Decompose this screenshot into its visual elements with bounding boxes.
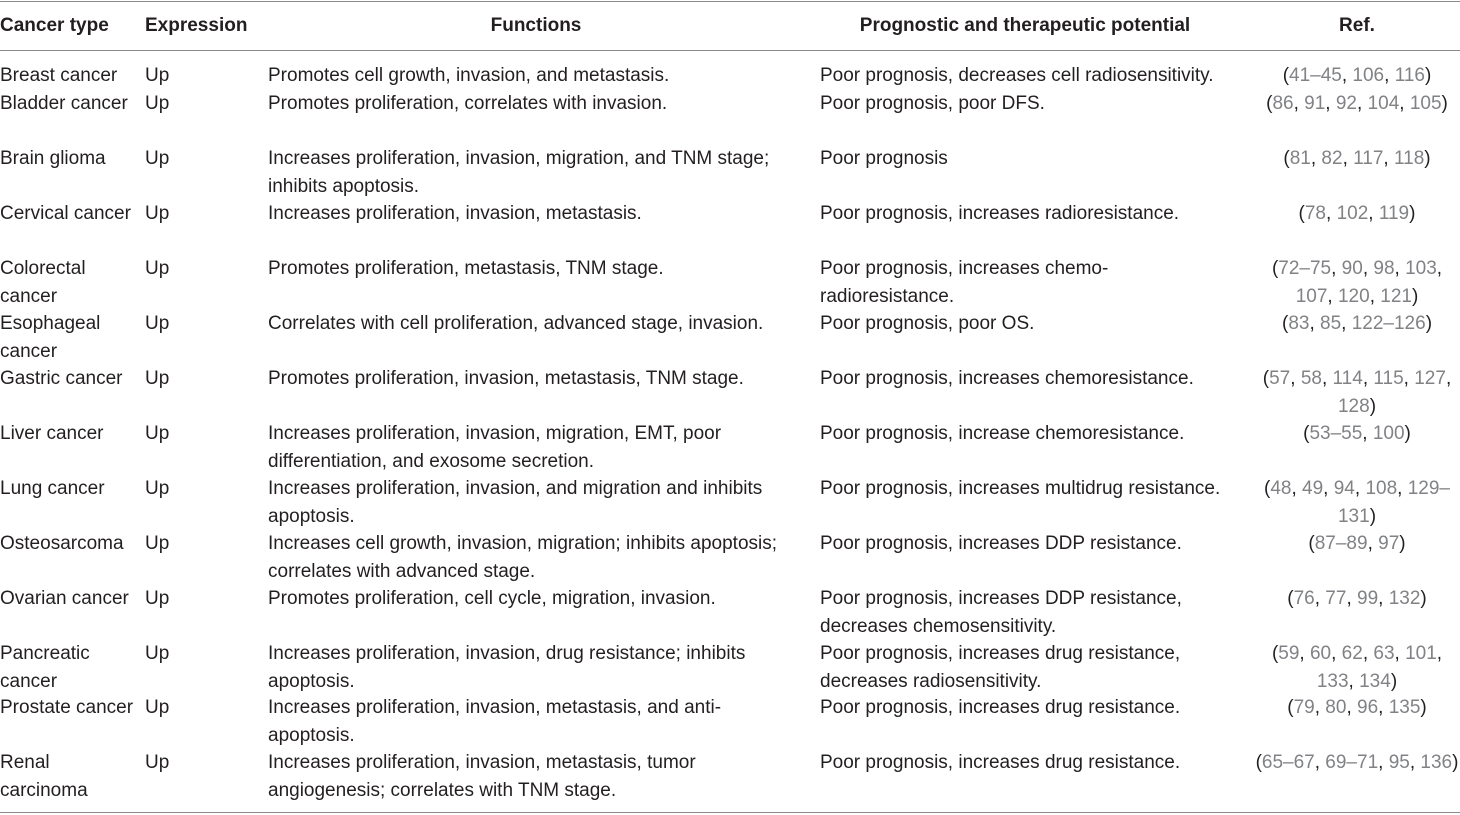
reference-link[interactable]: 118 bbox=[1393, 148, 1425, 169]
reference-link[interactable]: 132 bbox=[1388, 588, 1421, 609]
cancer-type-cell: Renal carcinoma bbox=[0, 752, 88, 801]
cancer-type-cell: Esophageal cancer bbox=[0, 313, 101, 362]
header-expression: Expression bbox=[145, 15, 248, 36]
prognostic-cell: Poor prognosis, increases DDP resistance. bbox=[820, 533, 1182, 554]
reference-link[interactable]: 57 bbox=[1269, 368, 1291, 389]
cancer-type-cell: Lung cancer bbox=[0, 478, 105, 499]
expression-cell: Up bbox=[145, 752, 170, 773]
cancer-type-cell: Breast cancer bbox=[0, 65, 118, 86]
reference-link[interactable]: 81 bbox=[1289, 148, 1311, 169]
prognostic-cell: Poor prognosis, increases chemo-radioresistance. bbox=[820, 258, 1109, 307]
reference-link[interactable]: 62 bbox=[1341, 643, 1363, 664]
ref-cell: (87–89, 97) bbox=[1308, 533, 1406, 554]
functions-cell: Promotes proliferation, invasion, metastasis, TNM stage. bbox=[268, 368, 744, 389]
header-cancer-type: Cancer type bbox=[0, 15, 109, 36]
reference-link[interactable]: 87–89 bbox=[1314, 533, 1368, 554]
expression-cell: Up bbox=[145, 203, 170, 224]
reference-link[interactable]: 69–71 bbox=[1325, 752, 1379, 773]
reference-link[interactable]: 104 bbox=[1367, 93, 1400, 114]
reference-link[interactable]: 91 bbox=[1304, 93, 1326, 114]
cancer-type-cell: Gastric cancer bbox=[0, 368, 123, 389]
ref-cell: (65–67, 69–71, 95, 136) bbox=[1255, 752, 1459, 773]
cancer-type-cell: Colorectal cancer bbox=[0, 258, 86, 307]
ref-cell: (81, 82, 117, 118) bbox=[1283, 148, 1431, 169]
header-functions: Functions bbox=[490, 15, 582, 36]
expression-cell: Up bbox=[145, 368, 170, 389]
prognostic-cell: Poor prognosis, decreases cell radiosensitivity. bbox=[820, 65, 1214, 86]
reference-link[interactable]: 134 bbox=[1359, 670, 1391, 692]
cancer-type-cell: Osteosarcoma bbox=[0, 533, 124, 554]
reference-link[interactable]: 58 bbox=[1300, 368, 1322, 389]
cancer-type-cell: Brain glioma bbox=[0, 148, 106, 169]
prognostic-cell: Poor prognosis bbox=[820, 148, 948, 169]
reference-link[interactable]: 115 bbox=[1373, 368, 1404, 389]
reference-link[interactable]: 82 bbox=[1321, 148, 1343, 169]
cancer-type-cell: Bladder cancer bbox=[0, 93, 128, 114]
bottom-rule bbox=[0, 812, 1460, 813]
reference-link[interactable]: 122–126 bbox=[1351, 313, 1426, 334]
reference-link[interactable]: 117 bbox=[1353, 148, 1384, 169]
expression-cell: Up bbox=[145, 643, 170, 664]
expression-cell: Up bbox=[145, 93, 170, 114]
functions-cell: Promotes cell growth, invasion, and metastasis. bbox=[268, 65, 670, 86]
functions-cell: Increases proliferation, invasion, metastasis. bbox=[268, 203, 642, 224]
expression-cell: Up bbox=[145, 65, 170, 86]
cancer-type-cell: Cervical cancer bbox=[0, 203, 131, 224]
ref-cell: (41–45, 106, 116) bbox=[1282, 65, 1432, 86]
reference-link[interactable]: 121 bbox=[1380, 285, 1412, 307]
ref-cell: (59, 60, 62, 63, 101, 133, 134) bbox=[1271, 643, 1443, 692]
expression-cell: Up bbox=[145, 533, 170, 554]
reference-link[interactable]: 128 bbox=[1337, 395, 1370, 417]
reference-link[interactable]: 100 bbox=[1372, 423, 1405, 444]
reference-link[interactable]: 102 bbox=[1336, 203, 1369, 224]
reference-link[interactable]: 120 bbox=[1337, 285, 1370, 307]
reference-link[interactable]: 80 bbox=[1325, 697, 1347, 718]
cancer-type-cell: Liver cancer bbox=[0, 423, 104, 444]
reference-link[interactable]: 79 bbox=[1293, 697, 1315, 718]
reference-link[interactable]: 133 bbox=[1316, 670, 1349, 692]
cancer-type-cell: Ovarian cancer bbox=[0, 588, 129, 609]
reference-link[interactable]: 48 bbox=[1270, 478, 1292, 499]
reference-link[interactable]: 105 bbox=[1409, 93, 1442, 114]
reference-link[interactable]: 92 bbox=[1335, 93, 1357, 114]
ref-cell: (83, 85, 122–126) bbox=[1281, 313, 1433, 334]
reference-link[interactable]: 60 bbox=[1309, 643, 1332, 664]
reference-link[interactable]: 98 bbox=[1373, 258, 1395, 279]
functions-cell: Increases proliferation, invasion, and migration and inhibits apoptosis. bbox=[268, 478, 763, 527]
reference-link[interactable]: 53–55 bbox=[1309, 423, 1363, 444]
functions-cell: Increases proliferation, invasion, migration, and TNM stage; inhibits apoptosis. bbox=[268, 148, 770, 197]
prognostic-cell: Poor prognosis, poor DFS. bbox=[820, 93, 1045, 114]
ref-cell: (79, 80, 96, 135) bbox=[1287, 697, 1427, 718]
reference-link[interactable]: 90 bbox=[1341, 258, 1363, 279]
ref-cell: (48, 49, 94, 108, 129–131) bbox=[1264, 478, 1450, 527]
reference-link[interactable]: 114 bbox=[1332, 368, 1363, 389]
ref-cell: (53–55, 100) bbox=[1303, 423, 1411, 444]
ref-cell: (76, 77, 99, 132) bbox=[1287, 588, 1427, 609]
functions-cell: Increases proliferation, invasion, drug resistance; inhibits apoptosis. bbox=[268, 643, 746, 692]
reference-link[interactable]: 76 bbox=[1293, 588, 1315, 609]
header-ref: Ref. bbox=[1339, 15, 1375, 36]
ref-cell: (78, 102, 119) bbox=[1298, 203, 1416, 224]
prognostic-cell: Poor prognosis, increases DDP resistance, decreases chemosensitivity. bbox=[820, 588, 1182, 637]
reference-link[interactable]: 103 bbox=[1405, 258, 1437, 279]
prognostic-cell: Poor prognosis, increases multidrug resistance. bbox=[820, 478, 1221, 499]
reference-link[interactable]: 41–45 bbox=[1289, 65, 1342, 86]
functions-cell: Increases proliferation, invasion, migration, EMT, poor differentiation, and exosome secretion. bbox=[268, 423, 722, 472]
reference-link[interactable]: 135 bbox=[1388, 697, 1421, 718]
functions-cell: Promotes proliferation, metastasis, TNM stage. bbox=[268, 258, 664, 279]
functions-cell: Increases proliferation, invasion, metastasis, tumor angiogenesis; correlates with TNM stage. bbox=[268, 752, 696, 801]
reference-link[interactable]: 97 bbox=[1378, 533, 1400, 554]
reference-link[interactable]: 65–67 bbox=[1261, 752, 1315, 773]
expression-cell: Up bbox=[145, 423, 170, 444]
reference-link[interactable]: 95 bbox=[1388, 752, 1410, 773]
functions-cell: Correlates with cell proliferation, advanced stage, invasion. bbox=[268, 313, 764, 334]
expression-cell: Up bbox=[145, 478, 170, 499]
ref-cell: (72–75, 90, 98, 103, 107, 120, 121) bbox=[1271, 258, 1443, 307]
header-rule bbox=[0, 50, 1460, 51]
prognostic-cell: Poor prognosis, increases chemoresistance. bbox=[820, 368, 1194, 389]
reference-link[interactable]: 127 bbox=[1414, 368, 1446, 389]
reference-link[interactable]: 99 bbox=[1357, 588, 1379, 609]
reference-link[interactable]: 116 bbox=[1394, 65, 1425, 86]
reference-link[interactable]: 107 bbox=[1295, 285, 1328, 307]
ref-cell: (57, 58, 114, 115, 127, 128) bbox=[1262, 368, 1452, 417]
reference-link[interactable]: 86 bbox=[1272, 93, 1294, 114]
cancer-type-cell: Prostate cancer bbox=[0, 697, 134, 718]
reference-link[interactable]: 101 bbox=[1405, 643, 1437, 664]
reference-link[interactable]: 96 bbox=[1357, 697, 1379, 718]
functions-cell: Promotes proliferation, cell cycle, migration, invasion. bbox=[268, 588, 716, 609]
reference-link[interactable]: 129–131 bbox=[1337, 478, 1450, 527]
prognostic-cell: Poor prognosis, increases drug resistance. bbox=[820, 752, 1181, 773]
functions-cell: Increases proliferation, invasion, metastasis, and anti-apoptosis. bbox=[268, 697, 722, 746]
cancer-type-cell: Pancreatic cancer bbox=[0, 643, 90, 692]
prognostic-cell: Poor prognosis, increases drug resistance. bbox=[820, 697, 1181, 718]
reference-link[interactable]: 59 bbox=[1278, 643, 1300, 664]
reference-link[interactable]: 108 bbox=[1365, 478, 1398, 499]
reference-link[interactable]: 63 bbox=[1373, 643, 1395, 664]
prognostic-cell: Poor prognosis, increase chemoresistance. bbox=[820, 423, 1185, 444]
reference-link[interactable]: 83 bbox=[1288, 313, 1310, 334]
expression-cell: Up bbox=[145, 313, 170, 334]
reference-link[interactable]: 78 bbox=[1304, 203, 1326, 224]
prognostic-cell: Poor prognosis, poor OS. bbox=[820, 313, 1035, 334]
reference-link[interactable]: 106 bbox=[1352, 65, 1385, 86]
prognostic-cell: Poor prognosis, increases radioresistance. bbox=[820, 203, 1180, 224]
reference-link[interactable]: 119 bbox=[1378, 203, 1410, 224]
functions-cell: Promotes proliferation, correlates with invasion. bbox=[268, 93, 668, 114]
expression-cell: Up bbox=[145, 148, 170, 169]
expression-cell: Up bbox=[145, 588, 170, 609]
reference-link[interactable]: 94 bbox=[1333, 478, 1355, 499]
prognostic-cell: Poor prognosis, increases drug resistance, decreases radiosensitivity. bbox=[820, 643, 1181, 692]
reference-link[interactable]: 85 bbox=[1320, 313, 1342, 334]
reference-link[interactable]: 136 bbox=[1420, 752, 1453, 773]
reference-link[interactable]: 77 bbox=[1325, 588, 1347, 609]
reference-link[interactable]: 49 bbox=[1302, 478, 1324, 499]
header-prognostic: Prognostic and therapeutic potential bbox=[859, 15, 1191, 36]
reference-link[interactable]: 72–75 bbox=[1278, 258, 1332, 279]
functions-cell: Increases cell growth, invasion, migration; inhibits apoptosis; correlates with advanced stage. bbox=[268, 533, 778, 582]
expression-cell: Up bbox=[145, 258, 170, 279]
expression-cell: Up bbox=[145, 697, 170, 718]
ref-cell: (86, 91, 92, 104, 105) bbox=[1266, 93, 1448, 114]
